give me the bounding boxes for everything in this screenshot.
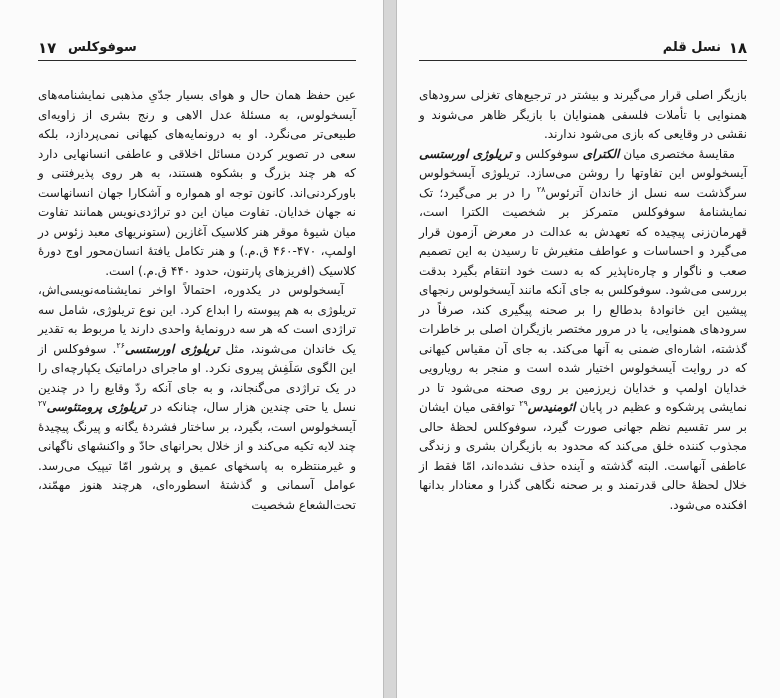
footnote-marker: ۲۸ xyxy=(536,184,546,194)
footnote-marker: ۲۶ xyxy=(116,340,125,350)
text-run: آیسخولوس این تفاوتها را روشن می‌سازد. تریلوژی آیسخولوس سرگذشت سه نسل از خاندان آترئوس xyxy=(419,166,747,200)
right-running-title: نسل قلم xyxy=(662,40,721,55)
text-run: بازیگر اصلی قرار می‌گیرند و بیشتر در ترجیع‌های تغزلی سرودهای همنوایی با تأملات فلسفی همنوایان با بازیگر ظاهر می‌شوند و نقشی در وقایعی که بازی می‌شود ندارند. xyxy=(419,88,747,141)
paragraph xyxy=(419,86,747,145)
work-title: تریلوژی اورستسی xyxy=(419,146,512,161)
work-title: الکترای xyxy=(582,146,620,161)
footnote-marker: ۲۷ xyxy=(38,399,47,408)
text-run: سوفوکلس و xyxy=(511,146,583,161)
left-page xyxy=(0,0,383,698)
paragraph xyxy=(419,145,747,516)
footnote-marker: ۲۹ xyxy=(519,399,528,408)
right-header-rule xyxy=(419,60,747,61)
work-title: تریلوژی پرومتئوسی xyxy=(46,400,147,414)
left-page-number: ۱۷ xyxy=(38,39,57,57)
text-run: را در بر می‌گیرد؛ تک نمایشنامهٔ سوفوکلس متمرکز بر شخصیت الکترا است، قهرمان‌زنی پیچیده که تعهدش به عدالت در معرض آزمون قرار می‌گیرد و احساسات و عواطف متغیرش تا رسیدن به این تصمیم صعب و ناگوار و چاره‌ناپذیر که به دست خود انتقام بگیرد بدقت بررسی می‌شود. سوفوکلس به جای آنکه مانند آیسخولوس رنجهای پیشین این خانوادهٔ بدطالع را بر صحنه پیگیری کند، صرفاً در سرودهای همنوایی، یا در مرور مختصر بازیگران اصلی بر خاطرات گذشته، اشاره‌ای ضمنی به آنها می‌کند. به جای آن مقیاس کیهانی که در روایت آیسخولوس اختیار شده است و منجر به رویارویی خدایان اولمپ و خدایان زیرزمین بر روی صحنه می‌شود تا در نمایشی پرشکوه و عظیم در پایان xyxy=(419,185,747,414)
text-run: عین حفظ همان حال و هوای بسیار جدّیِ مذهبی نمایشنامه‌های آیسخولوس، به مسئلهٔ عدل الاهی و رنج بشری از زاویه‌ای طبیعی‌تر می‌نگرد. او به درونمایه‌های کیهانی نمی‌پردازد، بلکه سعی در تصویر کردن مسائل اخلاقی و عاطفی انسانهایی دارد که هر چند بزرگ و بشکوه هستند، به هر روی پذیرفتنی و باورکردنی‌اند. کانون توجه او همواره و آشکارا جهان انسانهاست نه جهان خدایان. تفاوت میان این دو تراژدی‌نویس همانند تفاوت میان شیوهٔ موقر هنر کلاسیک آغازین (ستونریهای معبد زئوس در اولمپ، ۴۷۰-۴۶۰ ق.م.) و هنر تکامل یافتهٔ انسان‌محور اوج دورهٔ کلاسیک (افریزهای پارتنون، حدود ۴۴۰ ق.م.) است. xyxy=(38,88,356,278)
paragraph xyxy=(38,86,356,281)
text-run: . سوفوکلس از این الگوی سَلَفِش پیروی نکرد. او ماجرای دراماتیک یکپارچه‌ای را در یک تراژدی می‌گنجاند، و به جای آنکه ردّ وقایع را در چندین نسل یا حتی چندین هزار سال، چنانکه در xyxy=(38,341,356,414)
right-page-number: ۱۸ xyxy=(728,39,747,57)
text-run: توافقی میان ایشان بر سر تقسیم نظم جهانی صورت گیرد، سوفوکلس لحظهٔ حالی مجذوب کننده خلق می‌کند که محدود به بازیگران بشری و زندگی عاطفی آنهاست. البته گذشته و آینده حذف نشده‌اند، امّا فقط از خلال لحظهٔ حالی قدرتمند و بر صحنه نگاهی گذرا و معنادار بدانها افکنده می‌شود. xyxy=(419,400,747,512)
work-title: ائومنیدس xyxy=(527,400,576,414)
work-title: تریلوژی اورستسی xyxy=(124,341,220,356)
left-header-rule xyxy=(38,60,356,61)
right-page-body xyxy=(419,86,747,515)
left-page-body xyxy=(38,86,356,515)
right-page-header xyxy=(419,38,747,58)
left-running-title: سوفوکلس xyxy=(68,40,137,55)
text-run: مقایسهٔ مختصری میان xyxy=(619,146,735,161)
left-page-header xyxy=(38,38,356,58)
text-run: آیسخولوس است، بگیرد، بر ساختار فشردهٔ یگانه و پیرنگ پیچیدهٔ چند لایه تکیه می‌کند و از خلال بحرانهای حادّ و واکنشهای ناگهانی و غیرمنتظره به پاسخهای عمیق و پرشور امّا تیپیک می‌رسد. عوامل آسمانی و گذشتهٔ اسطوره‌ای، هرچند هنوز مهمّند، تحت‌الشعاع شخصیت xyxy=(38,419,356,512)
book-gutter xyxy=(383,0,397,698)
right-page xyxy=(397,0,780,698)
text-run: آیسخولوس در یکدوره، احتمالاً اواخر نمایشنامه‌نویسی‌اش، تریلوژی به هم پیوسته را ابداع کرد. این نوع تریلوژی، شامل سه تراژدی است که هر سه درونمایهٔ واحدی دارند یا مربوط به تقدیر یک خاندان می‌شوند، مثل xyxy=(38,283,356,356)
paragraph xyxy=(38,281,356,515)
